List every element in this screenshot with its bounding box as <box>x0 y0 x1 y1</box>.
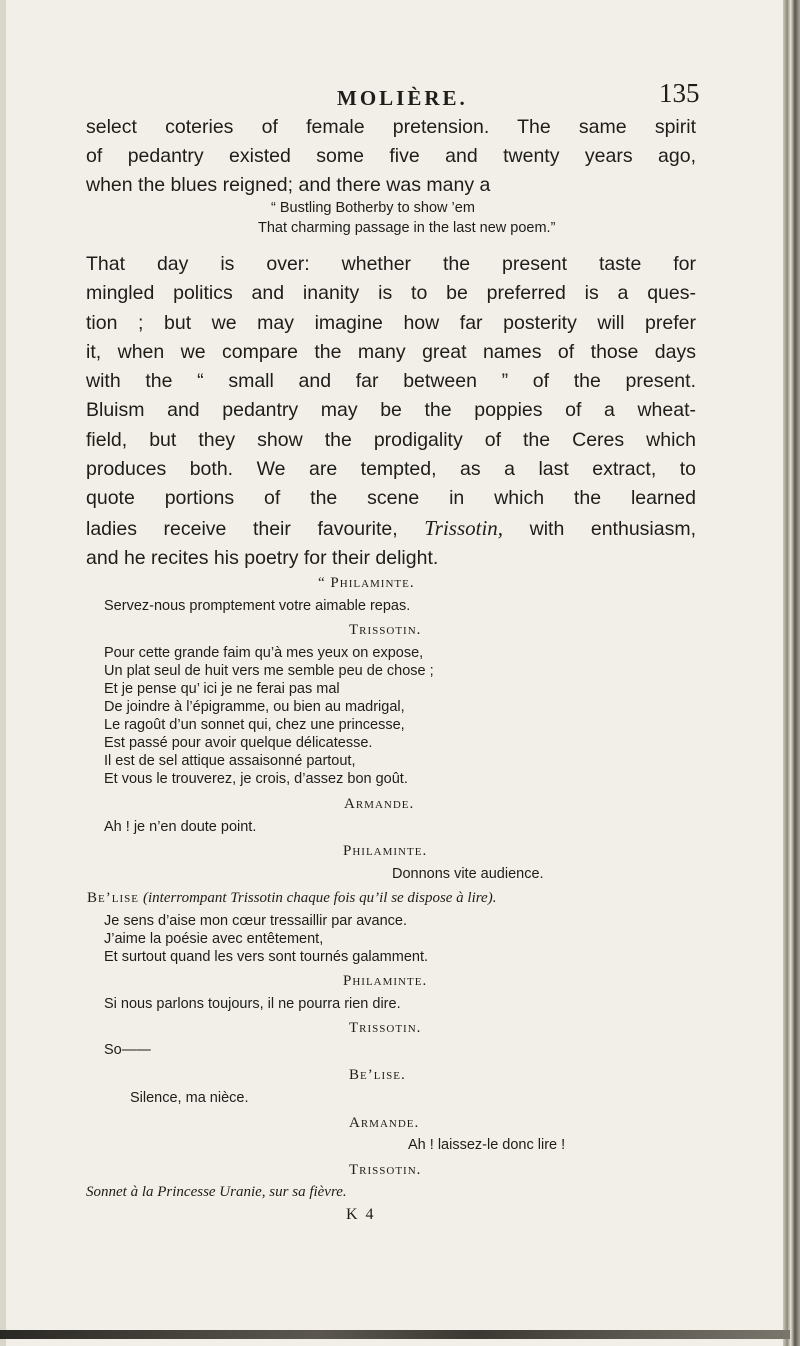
verse-line: Le ragoût d’un sonnet qui, chez une princesse, <box>104 717 405 733</box>
text-line-with-italic <box>86 514 696 544</box>
verse-line: Il est de sel attique assaisonné partout, <box>104 753 356 769</box>
verse-line: Et surtout quand les vers sont tournés galamment. <box>104 949 429 965</box>
speaker-name: Philaminte. <box>343 973 428 989</box>
verse-line: Et je pense qu’ ici je ne ferai pas mal <box>104 681 340 697</box>
verse-line: Si nous parlons toujours, il ne pourra rien dire. <box>104 996 401 1012</box>
text-line: when the blues reigned; and there was many a <box>86 174 491 196</box>
speaker-name: Trissotin. <box>349 1020 422 1036</box>
verse-line: Silence, ma nièce. <box>130 1090 249 1106</box>
sonnet-title: Sonnet à la Princesse Uranie, sur sa fièvre. <box>86 1184 347 1200</box>
verse-line: J’aime la poésie avec entêtement, <box>104 931 324 947</box>
verse-line: Je sens d’aise mon cœur tressaillir par avance. <box>104 913 408 929</box>
speaker-name: Philaminte. <box>343 843 428 859</box>
verse-line: Un plat seul de huit vers me semble peu de chose ; <box>104 663 434 679</box>
speaker-name: Armande. <box>349 1115 420 1131</box>
stage-direction-line <box>87 890 496 907</box>
quote-line: That charming passage in the last new poem.” <box>258 220 556 236</box>
text-line: tion ; but we may imagine how far posterity will prefer <box>86 311 696 334</box>
verse-line: Pour cette grande faim qu’à mes yeux on expose, <box>104 645 424 661</box>
text-line: and he recites his poetry for their delight. <box>86 546 439 569</box>
speaker-name: “ Philaminte. <box>318 575 415 591</box>
verse-line: So—— <box>104 1042 151 1058</box>
text-line: of pedantry existed some five and twenty years ago, <box>86 145 696 167</box>
text-line: it, when we compare the many great names of those days <box>86 340 696 363</box>
text-line: That day is over: whether the present taste for <box>86 253 696 275</box>
speaker-name: Armande. <box>344 796 415 812</box>
verse-line: De joindre à l’épigramme, ou bien au madrigal, <box>104 699 405 715</box>
text-line: field, but they show the prodigality of the Ceres which <box>86 428 696 451</box>
speaker-name: Trissotin. <box>349 1162 422 1178</box>
italic-name-trissotin: Trissotin, <box>424 515 504 540</box>
speaker-name: Be’lise. <box>349 1067 406 1083</box>
speaker-name: Be’lise <box>87 890 139 906</box>
prose-paragraph-main <box>86 250 696 573</box>
page-bottom-shadow <box>0 1330 790 1339</box>
quote-line: “ Bustling Botherby to show ’em <box>271 200 475 216</box>
verse-line: Et vous le trouverez, je crois, d’assez bon goût. <box>104 771 408 787</box>
speaker-name: Trissotin. <box>349 622 422 638</box>
text-line: quote portions of the scene in which the learned <box>86 487 696 510</box>
text-line: with the “ small and far between ” of the present. <box>86 370 696 393</box>
verse-line: Est passé pour avoir quelque délicatesse. <box>104 735 373 751</box>
page-number: 135 <box>659 78 700 108</box>
text-segment: ladies receive their favourite, <box>86 517 398 540</box>
printer-signature-mark: K 4 <box>346 1206 376 1223</box>
stage-direction: (interrompant Trissotin chaque fois qu’il se dispose à lire). <box>142 890 497 906</box>
running-head: MOLIÈRE. <box>337 86 468 110</box>
play-excerpt <box>0 560 800 1320</box>
verse-line: Servez-nous promptement votre aimable repas. <box>104 598 411 614</box>
verse-line: Ah ! je n’en doute point. <box>104 819 257 835</box>
page-header <box>0 78 800 118</box>
text-line: mingled politics and inanity is to be preferred is a ques- <box>86 282 696 305</box>
verse-line: Donnons vite audience. <box>392 866 544 882</box>
text-segment: with enthusiasm, <box>529 517 697 540</box>
prose-paragraph-top <box>86 113 696 200</box>
text-line: select coteries of female pretension. The same spirit <box>86 116 696 138</box>
verse-line: Ah ! laissez-le donc lire ! <box>408 1137 566 1153</box>
text-line: Bluism and pedantry may be the poppies of a wheat- <box>86 399 696 422</box>
text-line: produces both. We are tempted, as a last extract, to <box>86 458 696 481</box>
